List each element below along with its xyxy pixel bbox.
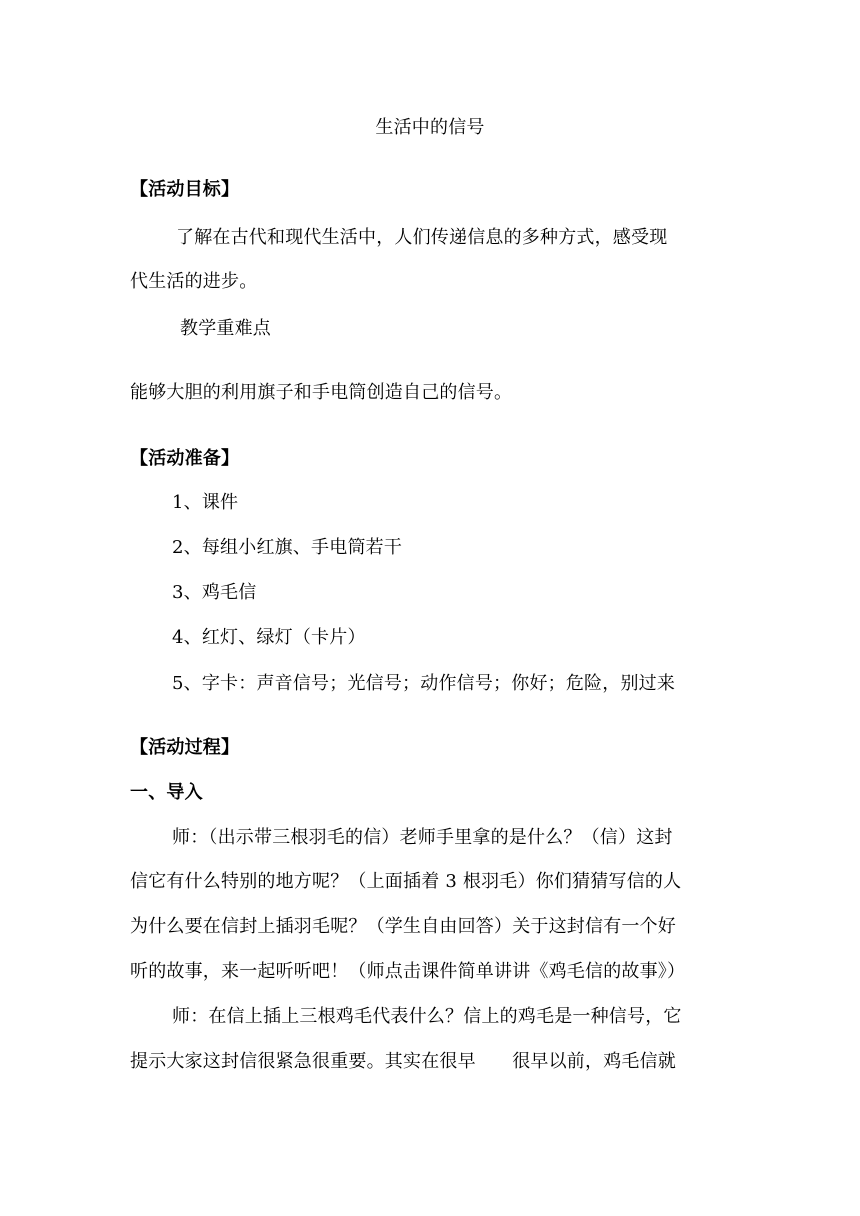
paragraph-line: 听的故事，来一起听听吧！（师点击课件简单讲讲《鸡毛信的故事》） xyxy=(130,961,686,982)
section-heading-intro: 一、导入 xyxy=(130,782,203,803)
paragraph-line: 师：在信上插上三根鸡毛代表什么？信上的鸡毛是一种信号，它 xyxy=(172,1006,682,1027)
preparation-item: 4、红灯、绿灯（卡片） xyxy=(172,627,366,648)
process-heading: 【活动过程】 xyxy=(130,737,240,758)
paragraph-line: 师：（出示带三根羽毛的信）老师手里拿的是什么？（信）这封 xyxy=(172,827,673,848)
key-points-label: 教学重难点 xyxy=(180,318,271,339)
preparation-item: 2、每组小红旗、手电筒若干 xyxy=(172,537,403,558)
paragraph-line: 为什么要在信封上插羽毛呢？（学生自由回答）关于这封信有一个好 xyxy=(130,916,676,937)
key-points-text: 能够大胆的利用旗子和手电筒创造自己的信号。 xyxy=(130,382,513,403)
goals-line-2: 代生活的进步。 xyxy=(130,271,258,292)
paragraph-line: 提示大家这封信很紧急很重要。其实在很早 很早以前，鸡毛信就 xyxy=(130,1051,676,1072)
preparation-item: 3、鸡毛信 xyxy=(172,582,257,603)
goals-heading: 【活动目标】 xyxy=(130,179,240,200)
document-title: 生活中的信号 xyxy=(375,117,485,138)
goals-line-1: 了解在古代和现代生活中，人们传递信息的多种方式，感受现 xyxy=(176,227,668,248)
preparation-item: 1、课件 xyxy=(172,492,239,513)
preparation-heading: 【活动准备】 xyxy=(130,448,240,469)
paragraph-line: 信它有什么特别的地方呢？（上面插着 3 根羽毛）你们猜猜写信的人 xyxy=(130,871,682,892)
preparation-item: 5、字卡：声音信号；光信号；动作信号；你好；危险，别过来 xyxy=(172,673,676,694)
